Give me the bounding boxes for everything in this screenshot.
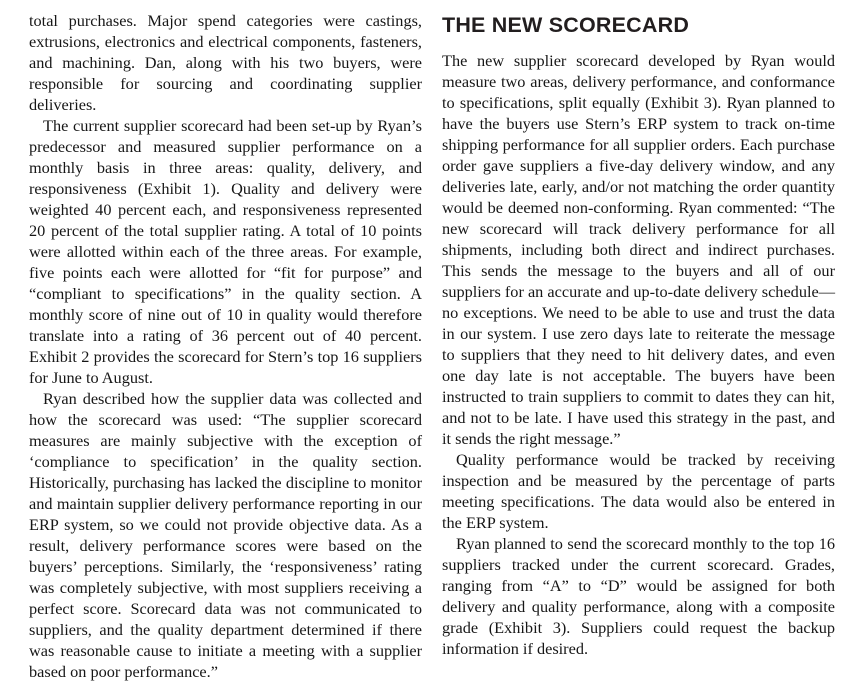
- section-heading: THE NEW SCORECARD: [442, 13, 690, 37]
- right-text-column: [442, 0, 835, 659]
- body-paragraph: The new supplier scorecard developed by Ryan would measure two areas, delivery performance, and conformance to specifications, split equally (Exhibit 3). Ryan planned to have the buyers use Stern’s ERP system to track on-time shipping performance for all supplier orders. Each purchase order gave suppliers a five-day delivery window, and any deliveries late, early, and/or not matching the order quantity would be deemed non-conforming. Ryan commented: “The new scorecard will track delivery performance for all shipments, including both direct and indirect purchases. This sends the message to the buyers and all of our suppliers for an accurate and up-to-date delivery schedule—no exceptions. We need to be able to use and trust the data in our system. I use zero days late to reiterate the message to suppliers that they need to hit delivery dates, and even one day late is not acceptable. The buyers have been instructed to train suppliers to commit to dates they can hit, and not to be late. I have used this strategy in the past, and it sends the right message.”: [442, 51, 835, 448]
- body-paragraph: Ryan planned to send the scorecard monthly to the top 16 suppliers tracked under the current scorecard. Grades, ranging from “A” to “D” would be assigned for both delivery and quality performance, along with a composite grade (Exhibit 3). Suppliers could request the backup information if desired.: [442, 534, 835, 658]
- body-paragraph: total purchases. Major spend categories were castings, extrusions, electronics and electrical components, fasteners, and machining. Dan, along with his two buyers, were responsible for sourcing and coordinating supplier deliveries.: [29, 11, 422, 114]
- body-paragraph: Ryan described how the supplier data was collected and how the scorecard was used: “The supplier scorecard measures are mainly subjective with the exception of ‘compliance to specification’ in the quality section. Historically, purchasing has lacked the discipline to monitor and maintain supplier delivery performance reporting in our ERP system, so we could not provide objective data. As a result, delivery performance scores were based on the buyers’ perceptions. Similarly, the ‘responsiveness’ rating was completely subjective, with most suppliers receiving a perfect score. Scorecard data was not communicated to suppliers, and the quality department determined if there was reasonable cause to initiate a meeting with a supplier based on poor performance.”: [29, 389, 422, 681]
- body-paragraph: Quality performance would be tracked by receiving inspection and be measured by the percentage of parts meeting specifications. The data would also be entered in the ERP system.: [442, 450, 835, 532]
- left-text-column: [29, 0, 422, 682]
- body-paragraph: The current supplier scorecard had been set-up by Ryan’s predecessor and measured supplier performance on a monthly basis in three areas: quality, delivery, and responsiveness (Exhibit 1). Quality and delivery were weighted 40 percent each, and responsiveness represented 20 percent of the total supplier rating. A total of 10 points were allotted within each of the three areas. For example, five points each were allotted for “fit for purpose” and “compliant to specifications” in the quality section. A monthly score of nine out of 10 in quality would therefore translate into a rating of 36 percent out of 40 percent. Exhibit 2 provides the scorecard for Stern’s top 16 suppliers for June to August.: [29, 116, 422, 387]
